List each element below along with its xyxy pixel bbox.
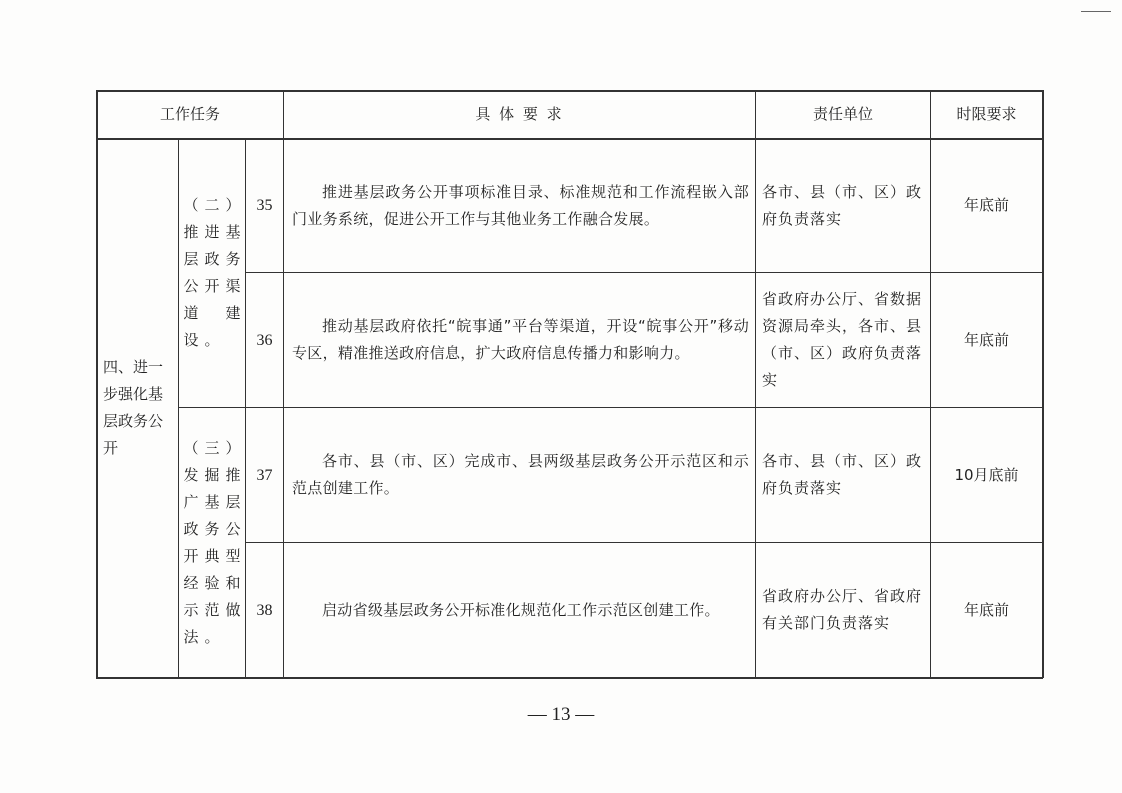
row-number: 38 xyxy=(256,601,273,619)
responsible-unit-cell: 省政府办公厅、省政府有关部门负责落实 xyxy=(762,587,923,632)
table-right-border xyxy=(1042,90,1044,678)
header-unit: 责任单位 xyxy=(812,105,873,123)
deadline-cell: 10月底前 xyxy=(954,465,1019,484)
deadline-cell: 年底前 xyxy=(963,330,1009,349)
table-bottom-border xyxy=(96,677,1043,679)
requirement-cell: 推动基层政府依托“皖事通”平台等渠道，开设“皖事公开”移动专区，精准推送政府信息，扩大政府信息传播力和影响力。 xyxy=(292,317,749,362)
category-cell: 四、进一步强化基层政务公开 xyxy=(103,358,164,457)
deadline-cell: 年底前 xyxy=(963,196,1009,214)
responsible-unit-cell: 各市、县（市、区）政府负责落实 xyxy=(762,182,923,228)
corner-mark xyxy=(1081,11,1111,12)
row-number: 35 xyxy=(256,197,273,214)
subtask-cell: （二）推进基层政务公开渠道建设。 xyxy=(183,196,247,349)
page-number: — 13 — xyxy=(527,704,595,725)
responsible-unit-cell: 省政府办公厅、省数据资源局牵头，各市、县（市、区）政府负责落实 xyxy=(762,290,923,389)
header-deadline: 时限要求 xyxy=(956,105,1017,123)
requirement-cell: 启动省级基层政务公开标准化规范化工作示范区创建工作。 xyxy=(322,600,720,619)
deadline-cell: 年底前 xyxy=(963,600,1009,619)
header-task: 工作任务 xyxy=(159,105,220,123)
requirement-cell: 各市、县（市、区）完成市、县两级基层政务公开示范区和示范点创建工作。 xyxy=(292,452,749,497)
header-requirement: 具 体 要 求 xyxy=(475,105,564,123)
row-number: 37 xyxy=(256,466,273,484)
requirement-cell: 推进基层政务公开事项标准目录、标准规范和工作流程嵌入部门业务系统，促进公开工作与其他业务工作融合发展。 xyxy=(292,182,749,228)
row-number: 36 xyxy=(256,331,273,349)
subtask-cell: （三）发掘推广基层政务公开典型经验和示范做法。 xyxy=(183,438,247,646)
responsible-unit-cell: 各市、县（市、区）政府负责落实 xyxy=(762,452,923,497)
